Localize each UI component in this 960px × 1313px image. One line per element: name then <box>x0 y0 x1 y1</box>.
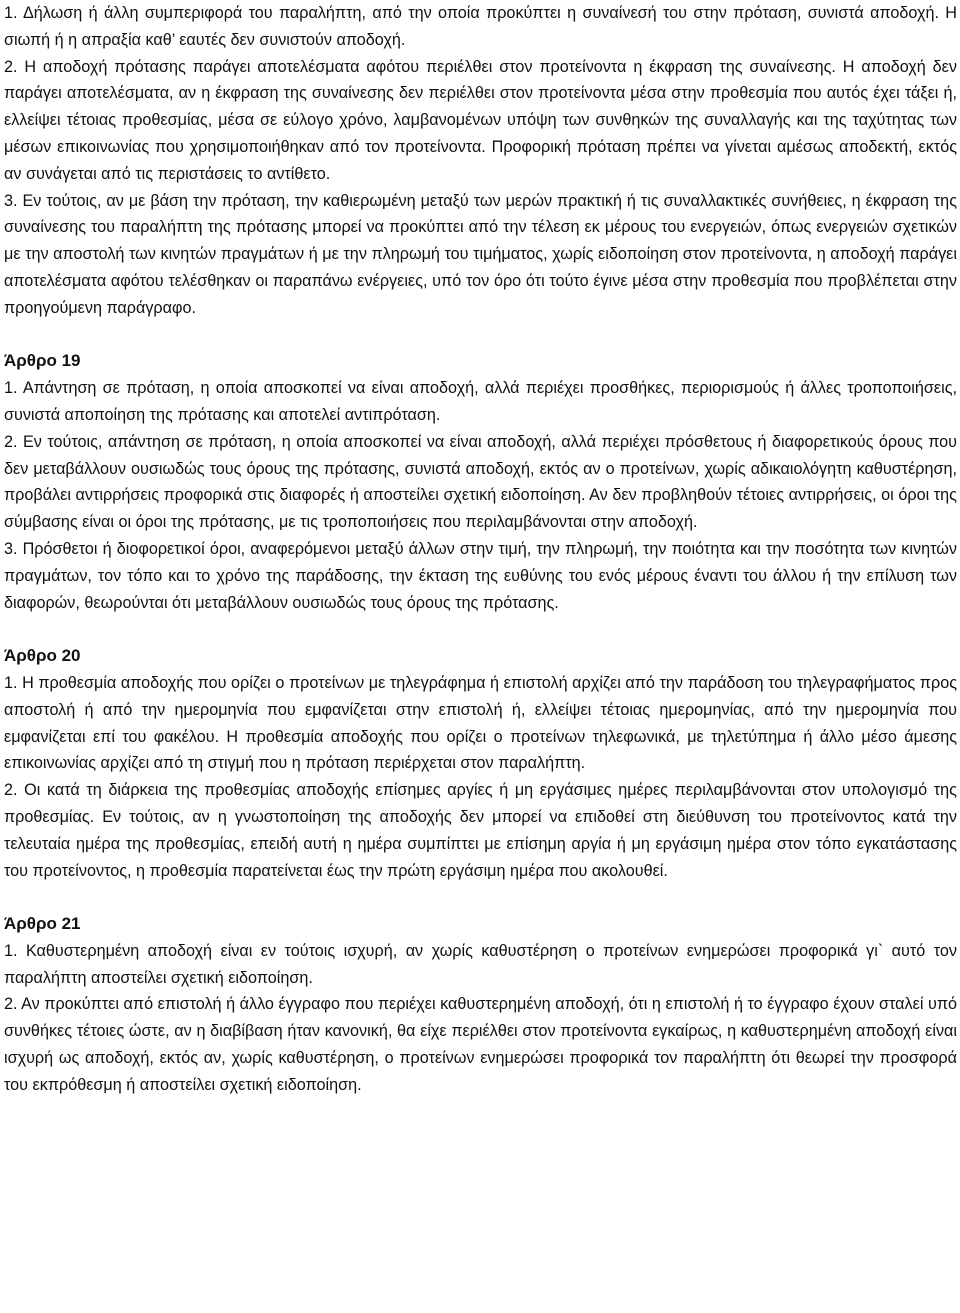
article-21-paragraph-1: 1. Καθυστερημένη αποδοχή είναι εν τούτοις ισχυρή, αν χωρίς καθυστέρηση ο προτείνων ενημερώσει προφορικά γι` αυτό τον παραλήπτη αποστείλει σχετική ειδοποίηση. <box>4 941 957 987</box>
article-21-title: Άρθρο 21 <box>4 914 81 934</box>
article-20-title: Άρθρο 20 <box>4 646 81 666</box>
intro-paragraph-1: 1. Δήλωση ή άλλη συμπεριφορά του παραλήπτη, από την οποία προκύπτει η συναίνεσή του στην πρόταση, συνιστά αποδοχή. Η σιωπή ή η απραξία καθ’ εαυτές δεν συνιστούν αποδοχή. <box>4 4 957 49</box>
article-19-paragraph-1: 1. Απάντηση σε πρόταση, η οποία αποσκοπεί να είναι αποδοχή, αλλά περιέχει προσθήκες, περιορισμούς ή άλλες τροποποιήσεις, συνιστά αποποίηση της πρότασης και αποτελεί αντιπρόταση. <box>4 379 957 424</box>
article-21-paragraph-2: 2. Αν προκύπτει από επιστολή ή άλλο έγγραφο που περιέχει καθυστερημένη αποδοχή, ότι η επιστολή ή το έγγραφο έχουν σταλεί υπό συνθήκες τέτοιες ώστε, αν η διαβίβαση ήταν κανονική, θα είχε περιέλθει στον προτείνοντα εγκαίρως, η καθυστερημένη αποδοχή είναι ισχυρή ως αποδοχή, εκτός αν, χωρίς καθυστέρηση, ο προτείνων ενημερώσει προφορικά τον παραλήπτη ότι θεωρεί την προσφορά του εκπρόθεσμη ή αποστείλει σχετική ειδοποίηση. <box>4 995 957 1094</box>
section-gap <box>4 322 957 349</box>
section-gap <box>4 884 957 911</box>
article-20-paragraph-1: 1. Η προθεσμία αποδοχής που ορίζει ο προτείνων με τηλεγράφημα ή επιστολή αρχίζει από την παράδοση του τηλεγραφήματος προς αποστολή ή από την ημερομηνία που εμφανίζεται στην επιστολή ή, ελλείψει τέτοιας ημερομηνίας, από την ημερομηνία που εμφανίζεται επί του φακέλου. Η προθεσμία αποδοχής που ορίζει ο προτείνων τηλεφωνικά, με τηλετύπημα ή άλλο μέσο άμεσης επικοινωνίας αρχίζει από τη στιγμή που η πρόταση περιέρχεται στον παραλήπτη. <box>4 673 957 773</box>
article-19-title: Άρθρο 19 <box>4 351 81 371</box>
document-page <box>4 0 957 1099</box>
article-20-paragraph-2: 2. Οι κατά τη διάρκεια της προθεσμίας αποδοχής επίσημες αργίες ή μη εργάσιμες ημέρες περιλαμβάνονται στον υπολογισμό της προθεσμίας. Εν τούτοις, αν η γνωστοποίηση της αποδοχής δεν μπορεί να επιδοθεί στη διεύθυνση του προτείνοντος κατά την τελευταία ημέρα της προθεσμίας, επειδή αυτή η ημέρα συμπίπτει με επίσημη αργία ή μη εργάσιμη ημέρα στον τόπο εγκατάστασης του προτείνοντος, η προθεσμία παρατείνεται έως την πρώτη εργάσιμη ημέρα που ακολουθεί. <box>4 781 957 880</box>
intro-paragraph-3: 3. Εν τούτοις, αν με βάση την πρόταση, την καθιερωμένη μεταξύ των μερών πρακτική ή τις συναλλακτικές συνήθειες, η έκφραση της συναίνεσης του παραλήπτη της πρότασης μπορεί να προκύπτει από την τέλεση εκ μέρους του ενεργειών, όπως ενεργειών σχετικών με την αποστολή των κινητών πραγμάτων ή με την πληρωμή του τιμήματος, χωρίς ειδοποίηση στον προτείνοντα, η αποδοχή παράγει αποτελέσματα αφότου τελέσθηκαν οι παραπάνω ενέργειες, υπό τον όρο ότι τούτο έγινε μέσα στην προθεσμία που προβλέπεται στην προηγούμενη παράγραφο. <box>4 191 957 317</box>
article-19-paragraph-3: 3. Πρόσθετοι ή διοφορετικοί όροι, αναφερόμενοι μεταξύ άλλων στην τιμή, την πληρωμή, την ποιότητα και την ποσότητα των κινητών πραγμάτων, τον τόπο και το χρόνο της παράδοσης, την έκταση της ευθύνης του ενός μέρους έναντι του άλλου ή την επίλυση των διαφορών, θεωρούνται ότι μεταβάλλουν ουσιωδώς τους όρους της πρότασης. <box>4 539 957 612</box>
article-19-paragraph-2: 2. Εν τούτοις, απάντηση σε πρόταση, η οποία αποσκοπεί να είναι αποδοχή, αλλά περιέχει πρόσθετους ή διαφορετικούς όρους που δεν μεταβάλλουν ουσιωδώς τους όρους της πρότασης, συνιστά αποδοχή, εκτός αν ο προτείνων, χωρίς αδικαιολόγητη καθυστέρηση, προβάλει αντιρρήσεις προφορικά στις διαφορές ή αποστείλει σχετική ειδοποίηση. Αν δεν προβληθούν τέτοιες αντιρρήσεις, οι όροι της σύμβασης είναι οι όροι της πρότασης, με τις τροποποιήσεις που περιλαμβάνονται στην αποδοχή. <box>4 432 957 532</box>
section-gap <box>4 616 957 643</box>
intro-paragraph-2: 2. Η αποδοχή πρότασης παράγει αποτελέσματα αφότου περιέλθει στον προτείνοντα η έκφραση της συναίνεσης. Η αποδοχή δεν παράγει αποτελέσματα, αν η έκφραση της συναίνεσης δεν περιέλθει στον προτείνοντα μέσα στην προθεσμία που αυτός έχει τάξει ή, ελλείψει τέτοιας προθεσμίας, μέσα σε εύλογο χρόνο, λαμβανομένων υπόψη των συνθηκών της συναλλαγής και της ταχύτητας των μέσων επικοινωνίας που χρησιμοποιήθηκαν από τον προτείνοντα. Προφορική πρόταση πρέπει να γίνεται αμέσως αποδεκτή, εκτός αν συνάγεται από τις περιστάσεις το αντίθετο. <box>4 57 957 183</box>
